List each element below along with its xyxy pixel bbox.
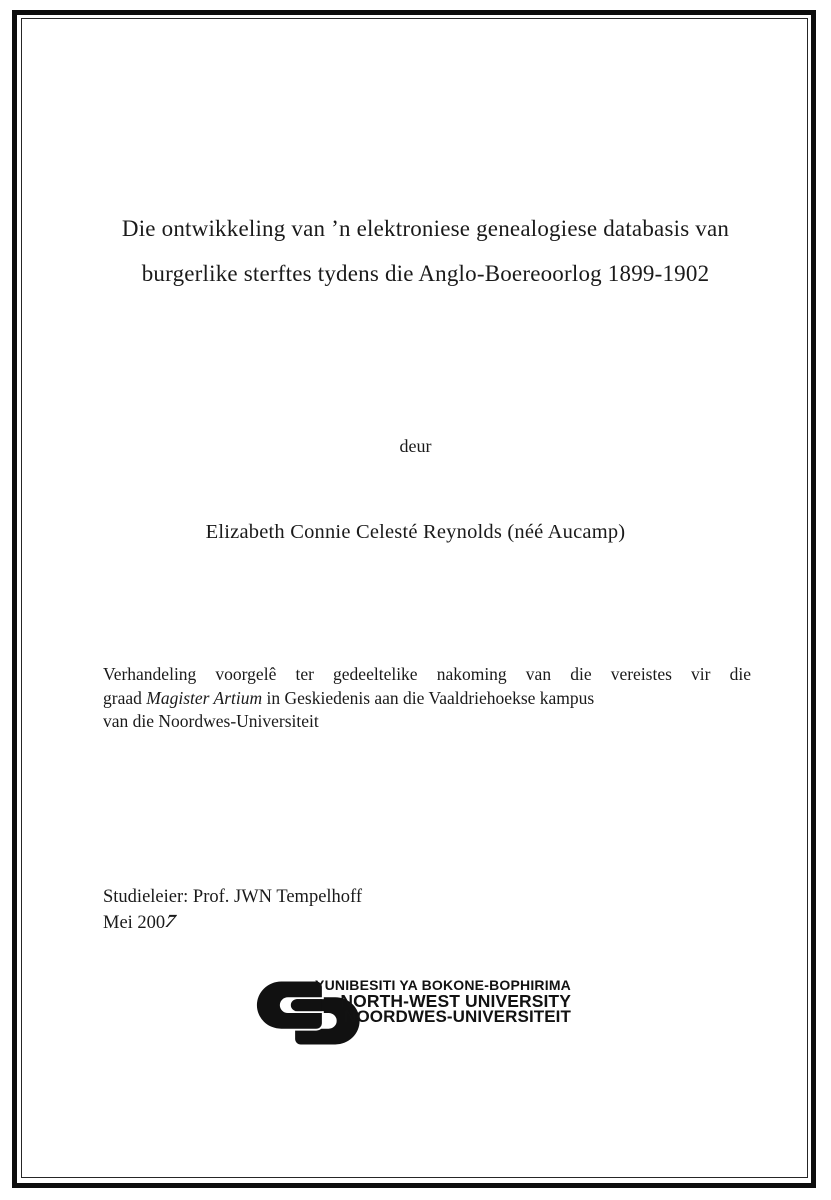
date-prefix: Mei 200 xyxy=(103,913,166,933)
university-name-english: NORTH-WEST UNIVERSITY xyxy=(340,991,571,1011)
university-name-afrikaans: NOORDWES-UNIVERSITEIT xyxy=(344,1007,571,1026)
degree-statement-line-1: Verhandeling voorgelê ter gedeeltelike nakoming van die vereistes vir die xyxy=(103,664,751,684)
degree-statement-line-2-suffix: in Geskiedenis aan die Vaaldriehoekse kampus xyxy=(262,687,595,708)
author-name: Elizabeth Connie Celesté Reynolds (néé Aucamp) xyxy=(205,521,626,543)
university-wordmark xyxy=(311,977,571,1025)
degree-statement-line-3: van die Noordwes-Universiteit xyxy=(103,711,319,731)
supervisor-line: Studieleier: Prof. JWN Tempelhoff xyxy=(103,887,363,907)
degree-statement-line-2-prefix: graad xyxy=(103,687,147,708)
thesis-title-line-2: burgerlike sterftes tydens die Anglo-Boereoorlog 1899-1902 xyxy=(141,261,710,286)
supervisor-and-date xyxy=(103,884,362,936)
date-line xyxy=(103,910,362,936)
degree-name-italic: Magister Artium xyxy=(146,687,263,708)
degree-statement-line-2 xyxy=(103,687,751,711)
date-last-digit: 7 xyxy=(161,912,179,932)
byline-deur: deur xyxy=(399,436,432,456)
degree-statement xyxy=(103,663,751,734)
university-name-setswana: YUNIBESITI YA BOKONE-BOPHIRIMA xyxy=(315,977,571,993)
thesis-title xyxy=(78,206,773,296)
thesis-title-line-1: Die ontwikkeling van ’n elektroniese genealogiese databasis van xyxy=(121,216,730,241)
